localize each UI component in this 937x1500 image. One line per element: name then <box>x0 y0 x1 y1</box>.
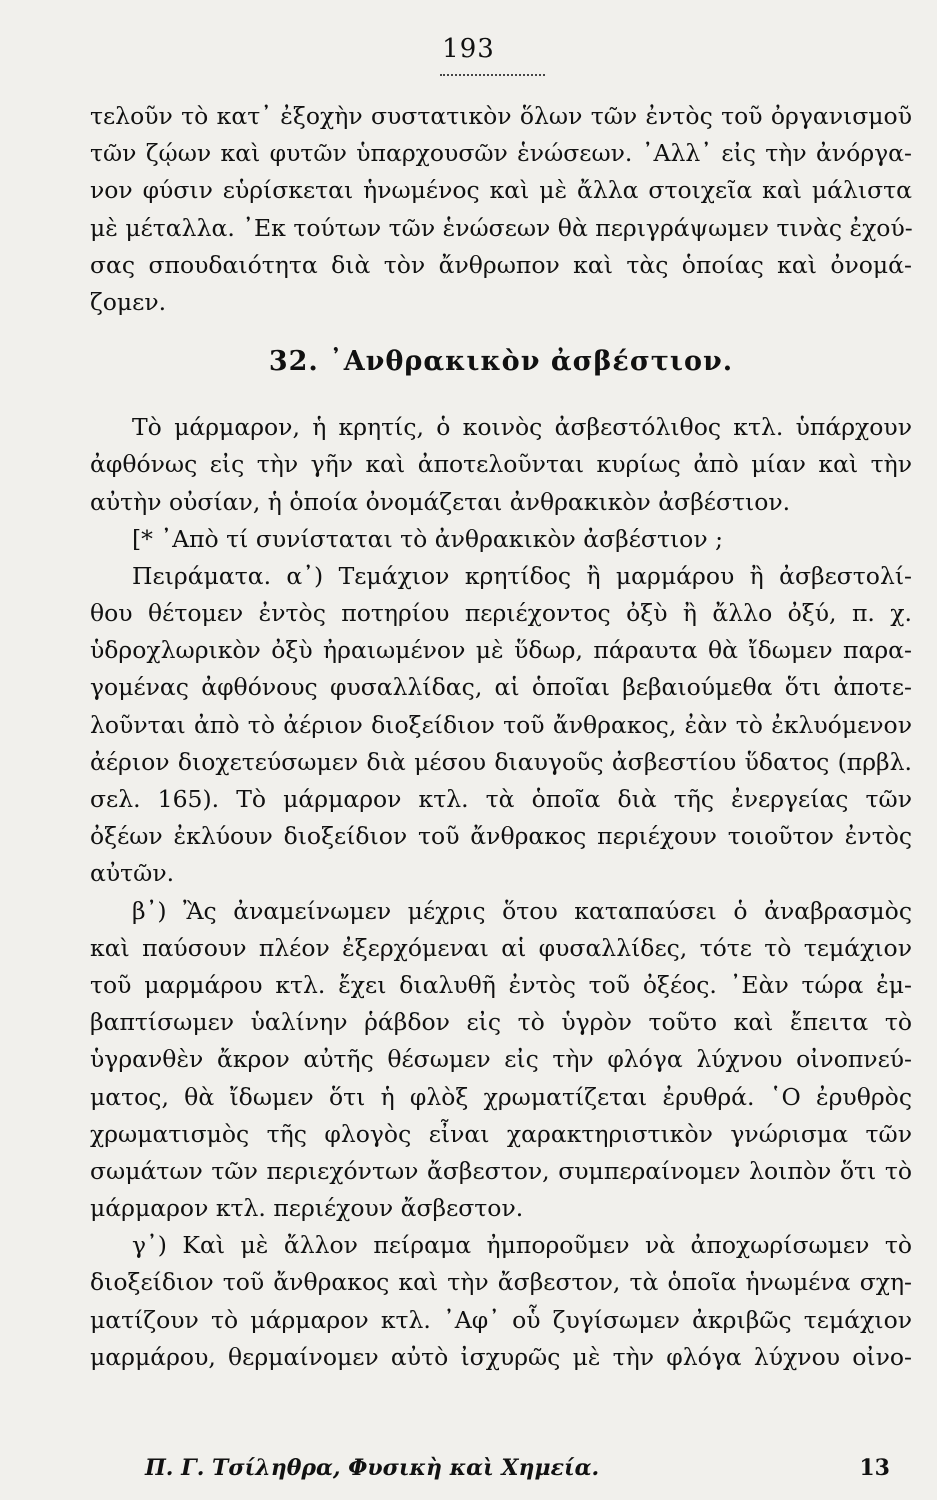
text-line: ὑγρανθὲν ἄκρον αὐτῆς θέσωμεν εἰς τὴν φλόγα λύχνου οἰνοπνεύ- <box>90 1045 912 1074</box>
text-line: ὑδροχλωρικὸν ὀξὺ ἠραιωμένον μὲ ὕδωρ, πάραυτα θὰ ἴδωμεν παρα- <box>90 636 912 665</box>
text-line: λοῦνται ἀπὸ τὸ ἀέριον διοξείδιον τοῦ ἄνθρακος, ἐὰν τὸ ἐκλυόμενον <box>90 710 912 739</box>
text-line: χρωματισμὸς τῆς φλογὸς εἶναι χαρακτηριστικὸν γνώρισμα τῶν <box>90 1119 912 1148</box>
text-line: σας σπουδαιότητα διὰ τὸν ἄνθρωπον καὶ τὰς ὁποίας καὶ ὀνομά- <box>90 250 912 279</box>
paragraph-experiment-b <box>90 893 912 1228</box>
text-line: σελ. 165). Τὸ μάρμαρον κτλ. τὰ ὁποῖα διὰ τῆς ἐνεργείας τῶν <box>90 785 912 813</box>
page-number: 193 <box>442 34 495 64</box>
text-line: ματος, θὰ ἴδωμεν ὅτι ἡ φλὸξ χρωματίζεται ἐρυθρά. ῾Ο ἐρυθρὸς <box>90 1082 912 1111</box>
text-line: αὐτὴν οὐσίαν, ἡ ὁποία ὀνομάζεται ἀνθρακικὸν ἀσβέστιον. <box>90 487 791 516</box>
text-line: Πειράματα. α᾿) Τεμάχιον κρητίδος ἢ μαρμάρου ἢ ἀσβεστολί- <box>132 561 912 590</box>
text-line: σωμάτων τῶν περιεχόντων ἄσβεστον, συμπεραίνομεν λοιπὸν ὅτι τὸ <box>90 1156 912 1185</box>
paragraph-question <box>90 521 912 558</box>
text-line: γομένας ἀφθόνους φυσαλλίδας, αἱ ὁποῖαι βεβαιούμεθα ὅτι ἀποτε- <box>90 673 912 702</box>
footer-signature-mark: 13 <box>859 1455 890 1481</box>
text-line: Τὸ μάρμαρον, ἡ κρητίς, ὁ κοινὸς ἀσβεστόλιθος κτλ. ὑπάρχουν <box>132 413 912 442</box>
text-line: μάρμαρον κτλ. περιέχουν ἄσβεστον. <box>90 1194 524 1223</box>
footer-author-title: Π. Γ. Τσίληθρα, Φυσικὴ καὶ Χημεία. <box>145 1455 600 1481</box>
text-line: ματίζουν τὸ μάρμαρον κτλ. ᾿Αφ᾿ οὗ ζυγίσωμεν ἀκριβῶς τεμάχιον <box>90 1305 912 1334</box>
text-line: καὶ παύσουν πλέον ἐξερχόμεναι αἱ φυσαλλίδες, τότε τὸ τεμάχιον <box>90 933 912 962</box>
text-line: τῶν ζῴων καὶ φυτῶν ὑπαρχουσῶν ἑνώσεων. ᾿Αλλ᾿ εἰς τὴν ἀνόργα- <box>90 139 912 168</box>
paragraph-definition <box>90 409 912 521</box>
paragraph-intro <box>90 98 912 321</box>
section-heading: 32. ᾿Ανθρακικὸν ἀσβέστιον. <box>268 346 734 378</box>
text-line: ζομεν. <box>90 287 167 316</box>
text-line: ἀφθόνως εἰς τὴν γῆν καὶ ἀποτελοῦνται κυρίως ἀπὸ μίαν καὶ τὴν <box>90 450 912 479</box>
text-line: τελοῦν τὸ κατ᾿ ἐξοχὴν συστατικὸν ὅλων τῶν ἐντὸς τοῦ ὀργανισμοῦ <box>90 102 912 130</box>
text-line: [* ᾿Απὸ τί συνίσταται τὸ ἀνθρακικὸν ἀσβέστιον ; <box>132 524 723 553</box>
text-line: β᾿) Ἂς ἀναμείνωμεν μέχρις ὅτου καταπαύσει ὁ ἀναβρασμὸς <box>132 896 912 925</box>
text-line: ὀξέων ἐκλύουν διοξείδιον τοῦ ἄνθρακος περιέχουν τοιοῦτον ἐντὸς <box>90 822 912 851</box>
text-line: αὐτῶν. <box>90 859 175 888</box>
paragraph-experiment-c <box>90 1227 912 1376</box>
text-line: ἀέριον διοχετεύσωμεν διὰ μέσου διαυγοῦς ἀσβεστίου ὕδατος (πρβλ. <box>90 747 912 776</box>
text-line: μὲ μέταλλα. ᾿Εκ τούτων τῶν ἑνώσεων θὰ περιγράψωμεν τινὰς ἐχού- <box>90 213 913 242</box>
text-line: γ᾿) Καὶ μὲ ἄλλον πείραμα ἠμποροῦμεν νὰ ἀποχωρίσωμεν τὸ <box>132 1231 912 1260</box>
body-text <box>90 98 912 1376</box>
paragraph-experiment-a <box>90 558 912 893</box>
page-number-rule <box>440 74 545 76</box>
text-line: νον φύσιν εὑρίσκεται ἡνωμένος καὶ μὲ ἄλλα στοιχεῖα καὶ μάλιστα <box>90 176 912 205</box>
text-line: βαπτίσωμεν ὑαλίνην ῥάβδον εἰς τὸ ὑγρὸν τοῦτο καὶ ἔπειτα τὸ <box>90 1008 912 1037</box>
text-line: μαρμάρου, θερμαίνομεν αὐτὸ ἰσχυρῶς μὲ τὴν φλόγα λύχνου οἰνο- <box>90 1342 912 1371</box>
text-line: διοξείδιον τοῦ ἄνθρακος καὶ τὴν ἄσβεστον, τὰ ὁποῖα ἡνωμένα σχη- <box>90 1268 912 1297</box>
text-line: θου θέτομεν ἐντὸς ποτηρίου περιέχοντος ὀξὺ ἢ ἄλλο ὀξύ, π. χ. <box>90 599 912 628</box>
text-line: τοῦ μαρμάρου κτλ. ἔχει διαλυθῆ ἐντὸς τοῦ ὀξέος. ᾿Εὰν τώρα ἐμ- <box>90 970 912 999</box>
